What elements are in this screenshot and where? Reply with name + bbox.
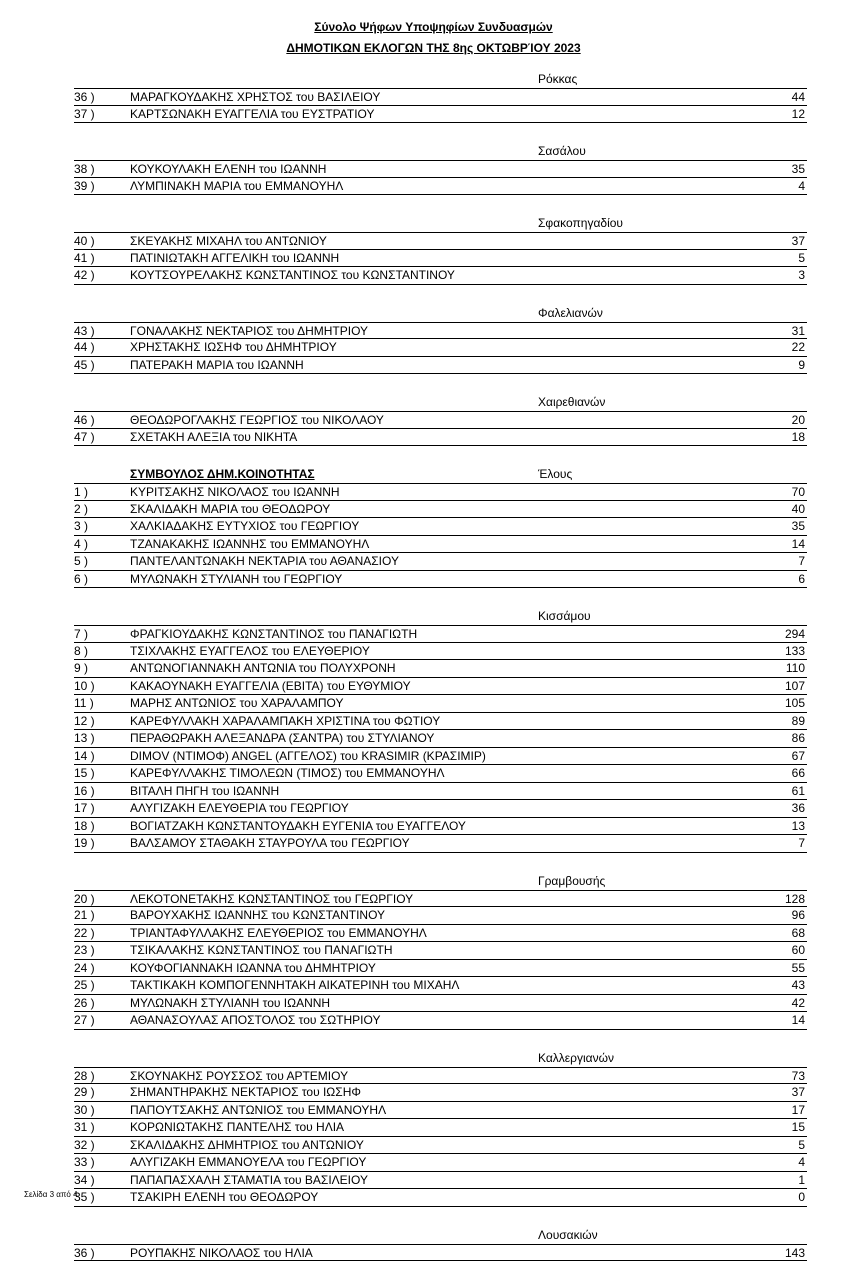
district-section: [0, 1047, 867, 1207]
district-name: Καλλεργιανών: [538, 1050, 614, 1065]
candidate-name: ΚΟΥΦΟΓΙΑΝΝΑΚΗ ΙΩΑΝΝΑ του ΔΗΜΗΤΡΙΟΥ: [130, 960, 376, 975]
candidate-name: ΛΕΚΟΤΟΝΕΤΑΚΗΣ ΚΩΝΣΤΑΝΤΙΝΟΣ του ΓΕΩΡΓΙΟΥ: [130, 891, 414, 906]
candidate-votes: 43: [791, 978, 805, 992]
candidate-row: [74, 678, 807, 696]
candidate-row: [74, 695, 807, 713]
candidate-row: [74, 835, 807, 853]
candidate-name: ΚΑΡΕΦΥΛΛΑΚΗ ΧΑΡΑΛΑΜΠΑΚΗ ΧΡΙΣΤΙΝΑ του ΦΩΤΙΟΥ: [130, 713, 441, 728]
candidate-name: ΠΑΤΕΡΑΚΗ ΜΑΡΙΑ του ΙΩΑΝΝΗ: [130, 357, 304, 372]
candidate-votes: 5: [798, 1137, 805, 1152]
district-header: [0, 463, 867, 483]
district-header: [0, 302, 867, 322]
candidate-name: ΣΚΑΛΙΔΑΚΗ ΜΑΡΙΑ του ΘΕΟΔΩΡΟΥ: [130, 501, 331, 516]
district-name: Γραμβουσής: [538, 873, 606, 888]
district-section: [0, 212, 867, 285]
district-header: [0, 870, 867, 890]
candidate-votes: 7: [798, 554, 805, 568]
candidate-name: ΘΕΟΔΩΡΟΓΛΑΚΗΣ ΓΕΩΡΓΙΟΣ του ΝΙΚΟΛΑΟΥ: [130, 413, 384, 427]
candidate-row: [74, 483, 807, 501]
candidate-votes: 67: [791, 748, 805, 763]
district-name: Σφακοπηγαδίου: [538, 216, 623, 230]
candidate-name: ΒΑΛΣΑΜΟΥ ΣΤΑΘΑΚΗ ΣΤΑΥΡΟΥΛΑ του ΓΕΩΡΓΙΟΥ: [130, 836, 410, 850]
candidate-number: 44 ): [74, 340, 95, 354]
candidate-votes: 14: [791, 1013, 805, 1027]
candidate-votes: 9: [798, 357, 805, 372]
candidate-votes: 107: [784, 678, 805, 693]
candidate-votes: 89: [791, 713, 805, 728]
candidate-name: ΜΥΛΩΝΑΚΗ ΣΤΥΛΙΑΝΗ του ΙΩΑΝΝΗ: [130, 995, 331, 1010]
candidate-row: [74, 818, 807, 836]
candidate-number: 35 ): [74, 1190, 95, 1204]
candidate-name: ΠΕΡΑΘΩΡΑΚΗ ΑΛΕΞΑΝΔΡΑ (ΣΑΝΤΡΑ) του ΣΤΥΛΙΑΝΟΥ: [130, 731, 435, 745]
candidate-row: [74, 643, 807, 661]
candidate-votes: 294: [784, 627, 805, 641]
candidate-row: [74, 429, 807, 447]
district-name: Ρόκκας: [538, 72, 578, 86]
district-name: Χαιρεθιανών: [538, 395, 606, 409]
candidate-name: ΠΑΤΙΝΙΩΤΑΚΗ ΑΓΓΕΛΙΚΗ του ΙΩΑΝΝΗ: [130, 250, 340, 265]
candidate-row: [74, 1012, 807, 1030]
candidate-row: [74, 660, 807, 678]
candidate-number: 3 ): [74, 519, 89, 533]
candidate-row: [74, 890, 807, 908]
candidate-votes: 44: [791, 90, 805, 104]
candidate-row: [74, 960, 807, 978]
candidate-votes: 68: [791, 925, 805, 940]
candidate-number: 17 ): [74, 801, 95, 815]
candidate-name: ΑΝΤΩΝΟΓΙΑΝΝΑΚΗ ΑΝΤΩΝΙΑ του ΠΟΛΥΧΡΟΝΗ: [130, 661, 396, 675]
candidate-number: 42 ): [74, 268, 95, 282]
candidate-votes: 60: [791, 943, 805, 957]
candidate-name: ΒΙΤΑΛΗ ΠΗΓΗ του ΙΩΑΝΝΗ: [130, 783, 280, 798]
candidate-votes: 128: [784, 891, 805, 906]
candidate-name: ΑΛΥΓΙΖΑΚΗ ΕΛΕΥΘΕΡΙΑ του ΓΕΩΡΓΙΟΥ: [130, 801, 349, 815]
results-table: [0, 68, 867, 1261]
candidate-number: 39 ): [74, 178, 95, 193]
candidate-votes: 37: [791, 1085, 805, 1099]
district-section: [0, 68, 867, 123]
candidate-row: [74, 1244, 807, 1262]
candidate-number: 9 ): [74, 661, 89, 675]
candidate-row: [74, 625, 807, 643]
candidate-name: ΚΑΡΤΣΩΝΑΚΗ ΕΥΑΓΓΕΛΙΑ του ΕΥΣΤΡΑΤΙΟΥ: [130, 106, 375, 121]
section-category-label: ΣΥΜΒΟΥΛΟΣ ΔΗΜ.ΚΟΙΝΟΤΗΤΑΣ: [130, 467, 315, 481]
candidate-row: [74, 160, 807, 178]
candidate-name: ΜΑΡΗΣ ΑΝΤΩΝΙΟΣ του ΧΑΡΑΛΑΜΠΟΥ: [130, 696, 344, 710]
candidate-votes: 105: [784, 696, 805, 710]
candidate-number: 6 ): [74, 571, 89, 586]
candidate-number: 16 ): [74, 783, 95, 798]
candidate-name: ΑΘΑΝΑΣΟΥΛΑΣ ΑΠΟΣΤΟΛΟΣ του ΣΩΤΗΡΙΟΥ: [130, 1013, 381, 1027]
candidate-number: 46 ): [74, 413, 95, 427]
candidate-number: 29 ): [74, 1085, 95, 1099]
candidate-row: [74, 178, 807, 196]
candidate-name: ΣΚΟΥΝΑΚΗΣ ΡΟΥΣΣΟΣ του ΑΡΤΕΜΙΟΥ: [130, 1068, 349, 1083]
candidate-number: 2 ): [74, 501, 89, 516]
candidate-name: ΒΟΓΙΑΤΖΑΚΗ ΚΩΝΣΤΑΝΤΟΥΔΑΚΗ ΕΥΓΕΝΙΑ του ΕΥΑΓΓΕΛΟΥ: [130, 818, 466, 833]
candidate-row: [74, 1189, 807, 1207]
candidate-number: 34 ): [74, 1172, 95, 1187]
candidate-votes: 61: [791, 783, 805, 798]
candidate-name: ΤΡΙΑΝΤΑΦΥΛΛΑΚΗΣ ΕΛΕΥΘΕΡΙΟΣ του ΕΜΜΑΝΟΥΗΛ: [130, 925, 427, 940]
candidate-number: 24 ): [74, 960, 95, 975]
candidate-votes: 35: [791, 162, 805, 176]
candidate-row: [74, 1172, 807, 1190]
candidate-number: 25 ): [74, 978, 95, 992]
candidate-number: 5 ): [74, 554, 89, 568]
candidate-votes: 86: [791, 731, 805, 745]
candidate-number: 21 ): [74, 908, 95, 922]
candidate-name: ΤΣΑΚΙΡΗ ΕΛΕΝΗ του ΘΕΟΔΩΡΟΥ: [130, 1190, 319, 1204]
candidate-row: [74, 925, 807, 943]
candidate-number: 8 ): [74, 643, 89, 658]
candidate-row: [74, 411, 807, 429]
candidate-votes: 20: [791, 413, 805, 427]
candidate-row: [74, 907, 807, 925]
candidate-number: 31 ): [74, 1120, 95, 1134]
candidate-number: 30 ): [74, 1102, 95, 1117]
candidate-votes: 35: [791, 519, 805, 533]
candidate-votes: 12: [791, 106, 805, 121]
candidate-number: 7 ): [74, 627, 89, 641]
candidate-number: 14 ): [74, 748, 95, 763]
candidate-name: ΓΟΝΑΛΑΚΗΣ ΝΕΚΤΑΡΙΟΣ του ΔΗΜΗΤΡΙΟΥ: [130, 323, 369, 338]
candidate-number: 27 ): [74, 1013, 95, 1027]
candidate-votes: 18: [791, 429, 805, 444]
candidate-votes: 1: [798, 1172, 805, 1187]
candidate-name: ΜΥΛΩΝΑΚΗ ΣΤΥΛΙΑΝΗ του ΓΕΩΡΓΙΟΥ: [130, 571, 343, 586]
candidate-number: 38 ): [74, 162, 95, 176]
candidate-name: ΑΛΥΓΙΖΑΚΗ ΕΜΜΑΝΟΥΕΛΑ του ΓΕΩΡΓΙΟΥ: [130, 1155, 367, 1169]
candidate-name: ΠΑΝΤΕΛΑΝΤΩΝΑΚΗ ΝΕΚΤΑΡΙΑ του ΑΘΑΝΑΣΙΟΥ: [130, 554, 399, 568]
district-name: Σασάλου: [538, 144, 586, 158]
candidate-votes: 40: [791, 501, 805, 516]
candidate-row: [74, 232, 807, 250]
candidate-name: DIMOV (ΝΤΙΜΟΦ) ANGEL (ΑΓΓΕΛΟΣ) του KRASIMIR (ΚΡΑΣΙΜΙΡ): [130, 748, 486, 763]
candidate-votes: 36: [791, 801, 805, 815]
candidate-votes: 4: [798, 1155, 805, 1169]
candidate-votes: 31: [791, 323, 805, 338]
candidate-votes: 73: [791, 1068, 805, 1083]
candidate-votes: 110: [785, 661, 805, 675]
district-section: [0, 605, 867, 853]
candidate-row: [74, 713, 807, 731]
candidate-row: [74, 88, 807, 106]
district-header: [0, 605, 867, 625]
district-section: [0, 870, 867, 1030]
candidate-number: 40 ): [74, 234, 95, 248]
document-subtitle: ΔΗΜΟΤΙΚΩΝ ΕΚΛΟΓΩΝ ΤΗΣ 8ης ΟΚΤΩΒΡΊΟΥ 2023: [286, 41, 581, 55]
district-section: [0, 302, 867, 375]
district-section: [0, 391, 867, 446]
candidate-votes: 22: [791, 340, 805, 354]
candidate-row: [74, 1119, 807, 1137]
candidate-number: 10 ): [74, 678, 95, 693]
candidate-votes: 4: [798, 178, 805, 193]
district-header: [0, 1047, 867, 1067]
district-header: [0, 391, 867, 411]
candidate-votes: 14: [791, 536, 805, 551]
candidate-name: ΠΑΠΟΥΤΣΑΚΗΣ ΑΝΤΩΝΙΟΣ του ΕΜΜΑΝΟΥΗΛ: [130, 1102, 387, 1117]
district-header: [0, 68, 867, 88]
candidate-number: 4 ): [74, 536, 89, 551]
district-name: Έλους: [538, 467, 573, 481]
candidate-row: [74, 942, 807, 960]
candidate-number: 12 ): [74, 713, 95, 728]
candidate-number: 20 ): [74, 891, 95, 906]
candidate-row: [74, 106, 807, 124]
candidate-name: ΚΟΥΤΣΟΥΡΕΛΑΚΗΣ ΚΩΝΣΤΑΝΤΙΝΟΣ του ΚΩΝΣΤΑΝΤΙΝΟΥ: [130, 268, 455, 282]
candidate-row: [74, 783, 807, 801]
candidate-row: [74, 357, 807, 375]
candidate-number: 28 ): [74, 1068, 95, 1083]
candidate-votes: 3: [798, 268, 805, 282]
candidate-number: 23 ): [74, 943, 95, 957]
candidate-row: [74, 1067, 807, 1085]
candidate-name: ΤΖΑΝΑΚΑΚΗΣ ΙΩΑΝΝΗΣ του ΕΜΜΑΝΟΥΗΛ: [130, 536, 370, 551]
candidate-row: [74, 571, 807, 589]
candidate-name: ΤΣΙΧΛΑΚΗΣ ΕΥΑΓΓΕΛΟΣ του ΕΛΕΥΘΕΡΙΟΥ: [130, 643, 370, 658]
candidate-row: [74, 536, 807, 554]
district-name: Φαλελιανών: [538, 305, 603, 320]
candidate-name: ΚΥΡΙΤΣΑΚΗΣ ΝΙΚΟΛΑΟΣ του ΙΩΑΝΝΗ: [130, 485, 340, 499]
candidate-name: ΡΟΥΠΑΚΗΣ ΝΙΚΟΛΑΟΣ του ΗΛΙΑ: [130, 1245, 313, 1260]
candidate-number: 19 ): [74, 836, 95, 850]
candidate-row: [74, 748, 807, 766]
district-name: Λουσακιών: [538, 1227, 598, 1242]
candidate-row: [74, 1154, 807, 1172]
candidate-name: ΤΑΚΤΙΚΑΚΗ ΚΟΜΠΟΓΕΝΝΗΤΑΚΗ ΑΙΚΑΤΕΡΙΝΗ του ΜΙΧΑΗΛ: [130, 978, 460, 992]
candidate-number: 47 ): [74, 429, 95, 444]
candidate-number: 26 ): [74, 995, 95, 1010]
candidate-name: ΚΑΡΕΦΥΛΛΑΚΗΣ ΤΙΜΟΛΕΩΝ (ΤΙΜΟΣ) του ΕΜΜΑΝΟΥΗΛ: [130, 766, 445, 780]
candidate-votes: 42: [791, 995, 805, 1010]
candidate-name: ΜΑΡΑΓΚΟΥΔΑΚΗΣ ΧΡΗΣΤΟΣ του ΒΑΣΙΛΕΙΟΥ: [130, 90, 381, 104]
document-title: Σύνολο Ψήφων Υποψηφίων Συνδυασμών: [314, 20, 553, 34]
candidate-votes: 37: [791, 234, 805, 248]
candidate-votes: 15: [791, 1120, 805, 1134]
candidate-row: [74, 250, 807, 268]
candidate-votes: 55: [791, 960, 805, 975]
candidate-number: 43 ): [74, 323, 95, 338]
district-section: [0, 140, 867, 195]
candidate-row: [74, 1102, 807, 1120]
candidate-name: ΚΟΥΚΟΥΛΑΚΗ ΕΛΕΝΗ του ΙΩΑΝΝΗ: [130, 162, 327, 176]
candidate-row: [74, 501, 807, 519]
candidate-name: ΚΑΚΑΟΥΝΑΚΗ ΕΥΑΓΓΕΛΙΑ (ΕΒΙΤΑ) του ΕΥΘΥΜΙΟΥ: [130, 678, 411, 693]
candidate-row: [74, 1137, 807, 1155]
candidate-number: 15 ): [74, 766, 95, 780]
district-section: [0, 1224, 867, 1262]
candidate-votes: 133: [784, 643, 805, 658]
page-number: Σελίδα 3 από 4: [24, 1190, 78, 1199]
candidate-number: 32 ): [74, 1137, 95, 1152]
candidate-row: [74, 800, 807, 818]
candidate-name: ΛΥΜΠΙΝΑΚΗ ΜΑΡΙΑ του ΕΜΜΑΝΟΥΗΛ: [130, 178, 344, 193]
candidate-name: ΤΣΙΚΑΛΑΚΗΣ ΚΩΝΣΤΑΝΤΙΝΟΣ του ΠΑΝΑΓΙΩΤΗ: [130, 943, 393, 957]
candidate-name: ΦΡΑΓΚΙΟΥΔΑΚΗΣ ΚΩΝΣΤΑΝΤΙΝΟΣ του ΠΑΝΑΓΙΩΤΗ: [130, 627, 418, 641]
candidate-row: [74, 995, 807, 1013]
candidate-number: 36 ): [74, 90, 95, 104]
candidate-number: 1 ): [74, 485, 89, 499]
district-name: Κισσάμου: [538, 609, 591, 623]
candidate-row: [74, 553, 807, 571]
candidate-name: ΧΡΗΣΤΑΚΗΣ ΙΩΣΗΦ του ΔΗΜΗΤΡΙΟΥ: [130, 340, 337, 354]
candidate-number: 36 ): [74, 1245, 95, 1260]
candidate-row: [74, 322, 807, 340]
candidate-name: ΧΑΛΚΙΑΔΑΚΗΣ ΕΥΤΥΧΙΟΣ του ΓΕΩΡΓΙΟΥ: [130, 519, 360, 533]
district-section: [0, 463, 867, 588]
candidate-name: ΣΚΑΛΙΔΑΚΗΣ ΔΗΜΗΤΡΙΟΣ του ΑΝΤΩΝΙΟΥ: [130, 1137, 364, 1152]
district-header: [0, 1224, 867, 1244]
district-header: [0, 140, 867, 160]
candidate-name: ΚΟΡΩΝΙΩΤΑΚΗΣ ΠΑΝΤΕΛΗΣ του ΗΛΙΑ: [130, 1120, 345, 1134]
candidate-number: 11 ): [74, 696, 94, 710]
candidate-name: ΒΑΡΟΥΧΑΚΗΣ ΙΩΑΝΝΗΣ του ΚΩΝΣΤΑΝΤΙΝΟΥ: [130, 908, 386, 922]
candidate-number: 33 ): [74, 1155, 95, 1169]
candidate-votes: 17: [791, 1102, 805, 1117]
candidate-number: 22 ): [74, 925, 95, 940]
candidate-number: 41 ): [74, 250, 95, 265]
candidate-row: [74, 765, 807, 783]
candidate-name: ΠΑΠΑΠΑΣΧΑΛΗ ΣΤΑΜΑΤΙΑ του ΒΑΣΙΛΕΙΟΥ: [130, 1172, 368, 1187]
candidate-votes: 66: [791, 766, 805, 780]
candidate-number: 18 ): [74, 818, 95, 833]
candidate-votes: 70: [791, 485, 805, 499]
candidate-row: [74, 977, 807, 995]
candidate-votes: 13: [791, 818, 805, 833]
candidate-row: [74, 730, 807, 748]
candidate-name: ΣΚΕΥΑΚΗΣ ΜΙΧΑΗΛ του ΑΝΤΩΝΙΟΥ: [130, 234, 327, 248]
candidate-votes: 5: [798, 250, 805, 265]
candidate-votes: 96: [791, 908, 805, 922]
candidate-name: ΣΧΕΤΑΚΗ ΑΛΕΞΙΑ του ΝΙΚΗΤΑ: [130, 429, 298, 444]
candidate-row: [74, 1084, 807, 1102]
candidate-number: 13 ): [74, 731, 95, 745]
candidate-votes: 0: [798, 1190, 805, 1204]
candidate-votes: 7: [798, 836, 805, 850]
candidate-row: [74, 518, 807, 536]
candidate-number: 37 ): [74, 106, 95, 121]
candidate-votes: 143: [784, 1245, 805, 1260]
candidate-row: [74, 339, 807, 357]
district-header: [0, 212, 867, 232]
candidate-row: [74, 267, 807, 285]
candidate-votes: 6: [798, 571, 805, 586]
candidate-number: 45 ): [74, 357, 95, 372]
candidate-name: ΣΗΜΑΝΤΗΡΑΚΗΣ ΝΕΚΤΑΡΙΟΣ του ΙΩΣΗΦ: [130, 1085, 361, 1099]
